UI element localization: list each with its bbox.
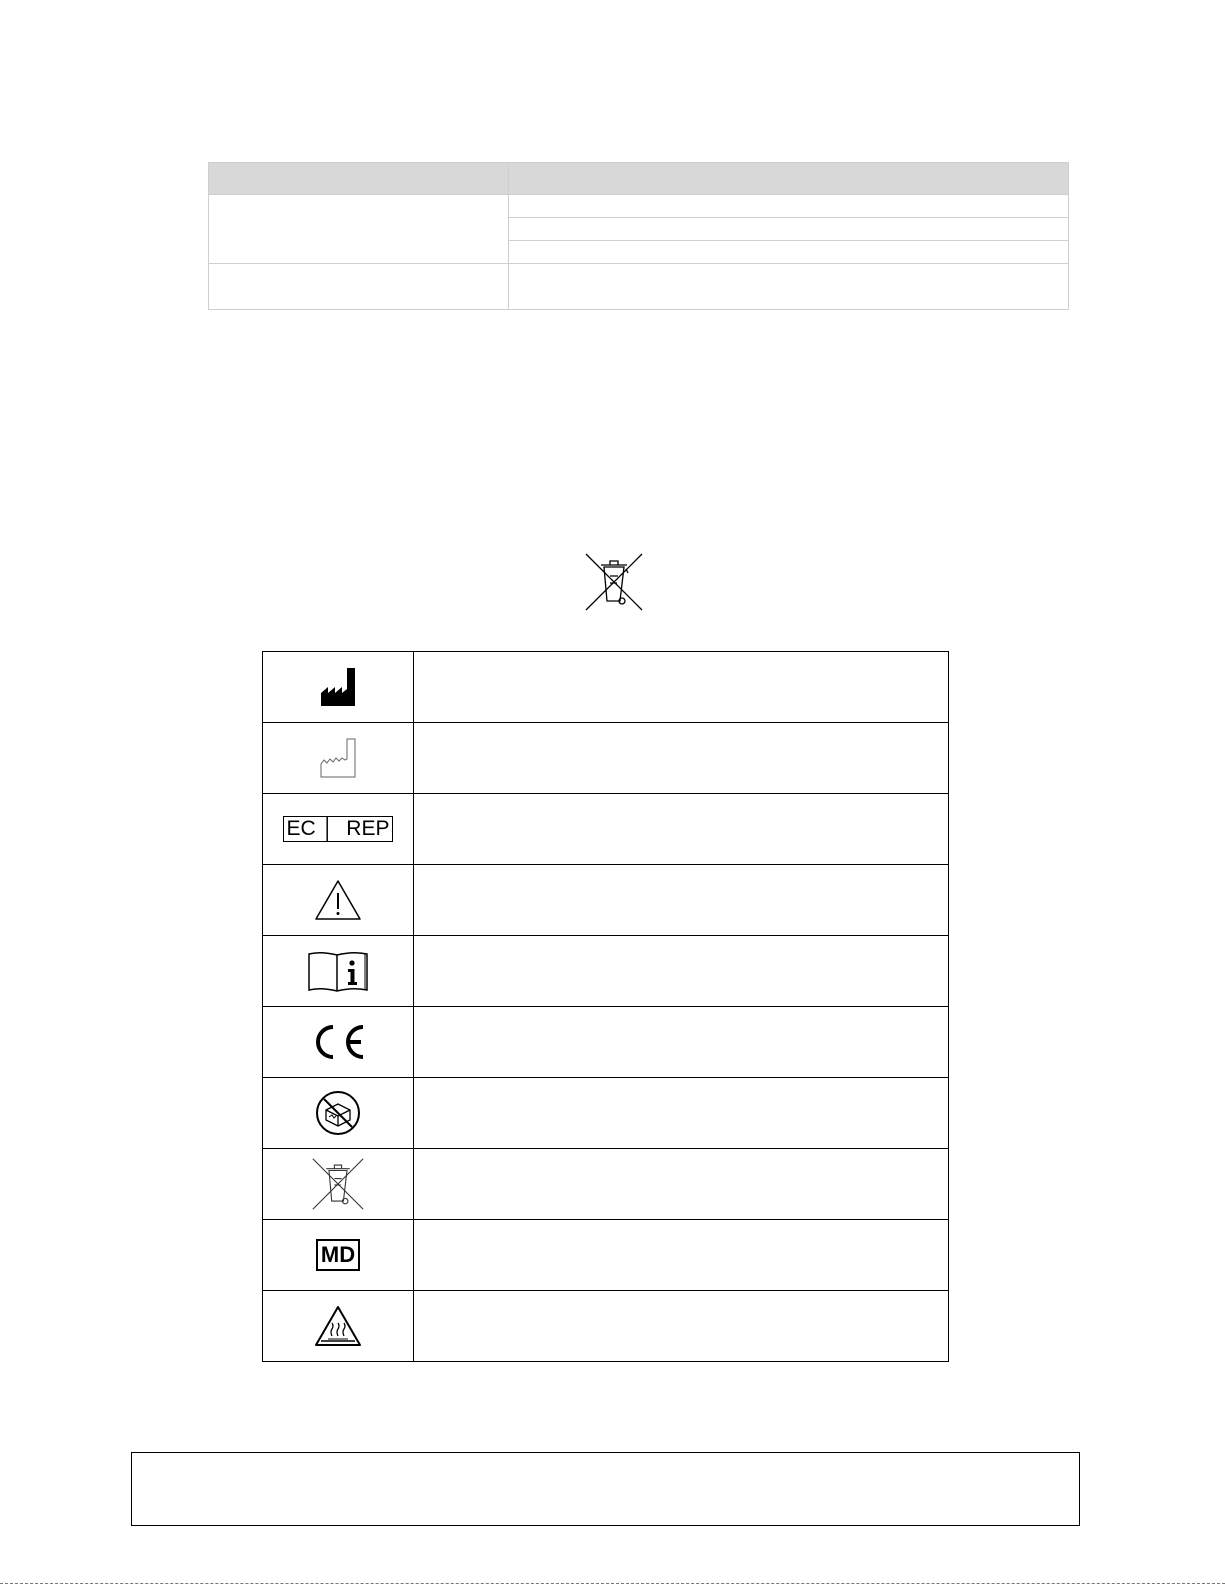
symbol-description [414,723,949,794]
symbol-icon-cell [263,1078,414,1149]
symbol-icon-cell [263,1220,414,1291]
symbol-icon-cell [263,936,414,1007]
symbol-description [414,1007,949,1078]
medical-device-icon: MD [316,1239,360,1271]
spec-table-row [209,195,1069,218]
symbol-row [263,1007,949,1078]
spec-header-cell-1 [209,163,509,195]
symbol-description [414,865,949,936]
symbol-icon-cell [263,1291,414,1362]
do-not-use-if-damaged-icon [315,1090,361,1136]
weee-disposal-icon [584,553,644,611]
symbol-row [263,723,949,794]
page-cut-line [0,1583,1225,1584]
date-of-manufacture-icon [320,738,356,778]
symbol-row [263,1220,949,1291]
symbol-row [263,936,949,1007]
symbol-icon-cell [263,794,414,865]
symbol-description [414,1149,949,1220]
weee-disposal-icon [311,1157,365,1211]
symbol-row [263,865,949,936]
symbol-icon-cell [263,1149,414,1220]
symbol-description [414,1078,949,1149]
symbol-icon-cell [263,1007,414,1078]
symbol-description [414,936,949,1007]
symbol-row [263,652,949,723]
spec-cell-right [509,195,1069,218]
spec-cell-right [509,241,1069,264]
symbol-row [263,1291,949,1362]
spec-header-cell-2 [509,163,1069,195]
symbol-icon-cell [263,652,414,723]
manufacturer-icon [320,667,356,707]
symbols-table [262,651,949,1362]
symbol-row [263,794,949,865]
consult-instructions-icon [307,950,369,992]
symbol-description [414,1291,949,1362]
footer-box [131,1452,1080,1526]
spec-cell-left [209,264,509,310]
spec-cell-right [509,264,1069,310]
symbol-row [263,1078,949,1149]
ec-rep-icon: EC │ REP [283,816,394,842]
hot-surface-icon [314,1305,362,1347]
specification-table [208,162,1069,310]
symbol-row [263,1149,949,1220]
spec-table-row [209,264,1069,310]
spec-cell-left [209,195,509,264]
symbol-icon-cell [263,723,414,794]
symbol-icon-cell [263,865,414,936]
ce-mark-icon [309,1024,367,1060]
symbol-description [414,1220,949,1291]
caution-warning-icon [314,879,362,921]
spec-table-header-row [209,163,1069,195]
symbol-description [414,652,949,723]
spec-cell-right [509,218,1069,241]
symbol-description [414,794,949,865]
